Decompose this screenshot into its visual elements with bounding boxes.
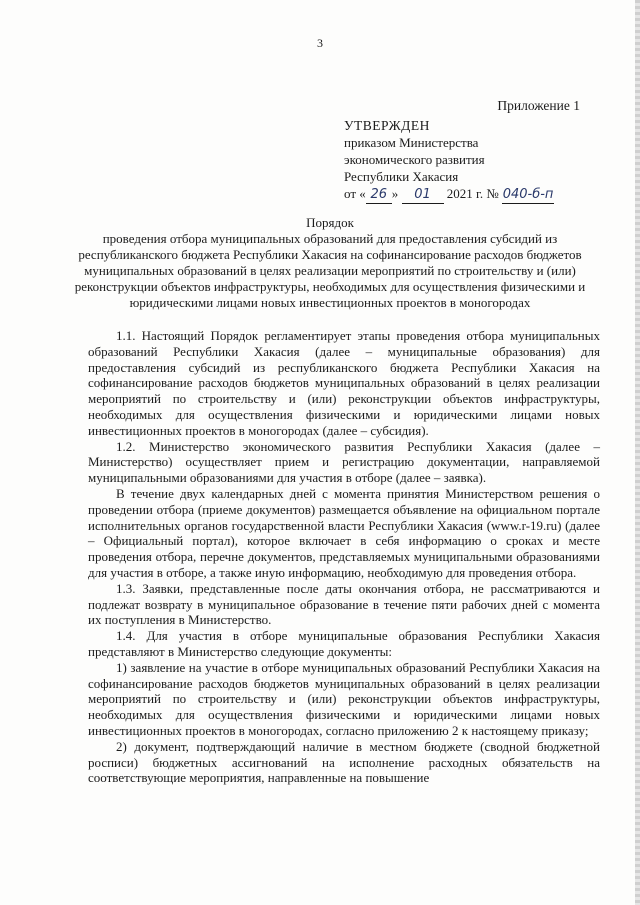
approval-line-2: экономического развития [344,152,485,167]
date-day: 26 [366,186,392,204]
document-body [88,328,600,786]
paragraph-1-1: 1.1. Настоящий Порядок регламентирует этапы проведения отбора муниципальных образований Республики Хакасия (далее – муниципальные образования) для предоставления субсидий из республиканского бюджета Республики Хакасия на софинансирование расходов бюджетов муниципальных образований в целях реализации мероприятий по строительству и (или) реконструкции объектов инфраструктуры, необходимых для осуществления физическими и юридическими лицами новых инвестиционных проектов в моногородах (далее – субсидия). [88,328,600,438]
order-number: 040-б-п [502,187,554,202]
date-prefix: от « [344,186,366,201]
approval-line-1: приказом Министерства [344,135,479,150]
list-item-2: 2) документ, подтверждающий наличие в местном бюджете (сводной бюджетной росписи) бюджетных ассигнований на исполнение расходных обязательств на соответствующие мероприятия, направленные на повышение [88,738,600,786]
date-year: 2021 г. № [443,186,503,201]
paragraph-1-2: 1.2. Министерство экономического развития Республики Хакасия (далее – Министерство) осуществляет прием и регистрацию документации, направляемой муниципальными образованиями для участия в отборе (далее – заявка). [88,438,600,486]
list-item-1: 1) заявление на участие в отборе муниципальных образований Республики Хакасия на софинансирование расходов бюджетов муниципальных образований в целях реализации мероприятий по строительству и (или) реконструкции объектов инфраструктуры, необходимых для осуществления физическими и юридическими лицами новых инвестиционных проектов в моногородах, согласно приложению 2 к настоящему приказу; [88,659,600,738]
paragraph-announcement: В течение двух календарных дней с момента принятия Министерством решения о проведении отбора (приеме документов) размещается объявление на официальном портале исполнительных органов государственной власти Республики Хакасия (www.r-19.ru) (далее – Официальный портал), которое включает в себя информацию о сроках и месте проведения отбора, перечне документов, представляемых муниципальными образованиями для участия в отборе, а также иную информацию, необходимую для проведения отбора. [88,485,600,580]
page-number: 3 [317,36,323,50]
approval-line-3: Республики Хакасия [344,169,459,184]
scan-edge [635,0,640,905]
document-title [70,215,590,311]
approval-block [344,117,554,204]
approval-heading: УТВЕРЖДЕН [344,118,430,133]
appendix-label: Приложение 1 [497,98,580,113]
approval-date-line [344,185,554,204]
paragraph-1-4: 1.4. Для участия в отборе муниципальные образования Республики Хакасия представляют в Министерство следующие документы: [88,628,600,659]
date-mid: » [391,186,402,201]
title-line-1: Порядок [306,215,354,230]
paragraph-1-3: 1.3. Заявки, представленные после даты окончания отбора, не рассматриваются и подлежат возврату в муниципальное образование в течение пяти рабочих дней с момента их поступления в Министерство. [88,580,600,628]
title-line-2: проведения отбора муниципальных образований для предоставления субсидий из республиканского бюджета Республики Хакасия на софинансирование расходов бюджетов муниципальных образований в целях реализации мероприятий по строительству и (или) реконструкции объектов инфраструктуры, необходимых для осуществления физическими и юридическими лицами новых инвестиционных проектов в моногородах [74,231,586,310]
date-month: 01 [402,186,444,204]
